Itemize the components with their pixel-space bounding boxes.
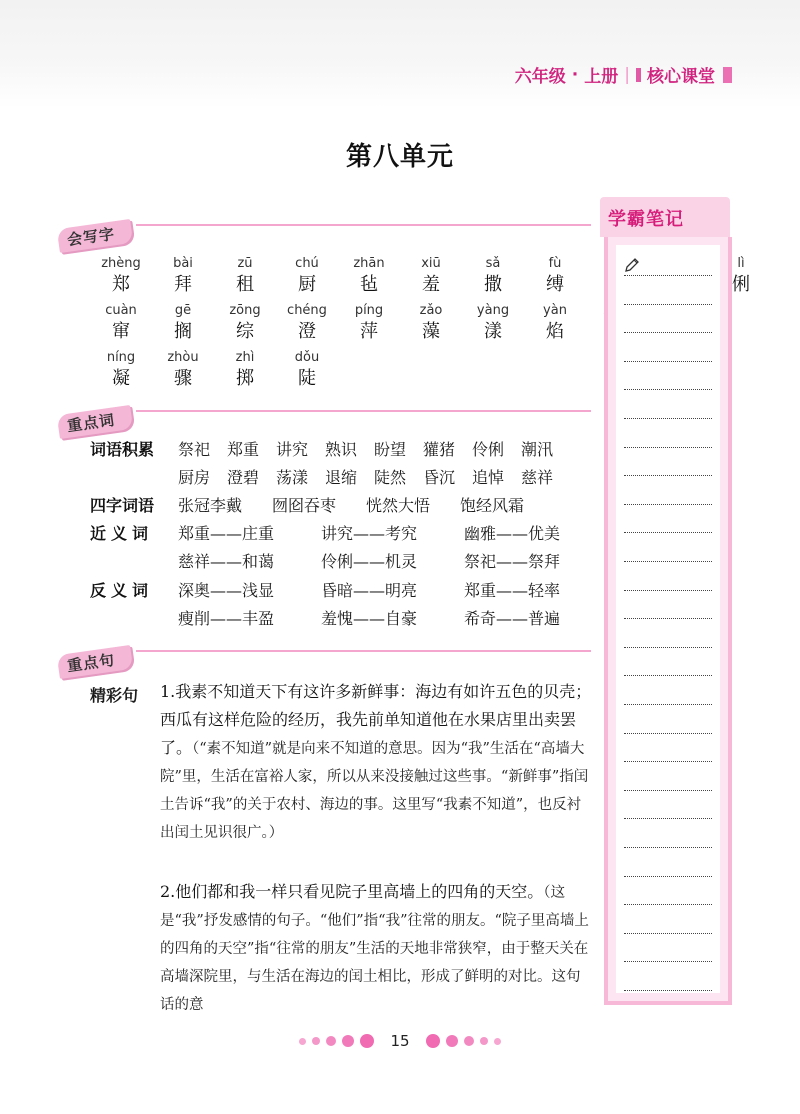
vocab-label-antonym: 反义词	[90, 581, 154, 600]
pinyin: zhòu	[167, 350, 199, 365]
pinyin: zǎo	[419, 303, 443, 318]
vocab-items	[178, 466, 570, 490]
vocab-row-accumulation-1	[90, 438, 570, 462]
vocab-row-accumulation-2	[90, 466, 570, 490]
pinyin: cuàn	[105, 303, 137, 318]
char-cell	[276, 256, 338, 296]
page-top-bar	[0, 0, 800, 108]
series-header	[515, 62, 732, 87]
char-cell	[90, 303, 152, 343]
char-cell	[214, 303, 276, 343]
char-cell	[276, 303, 338, 343]
sentence-label: 精彩句	[90, 686, 139, 705]
vocab-word: 昏暗——明亮	[321, 581, 418, 600]
header-dot: ·	[571, 64, 579, 85]
vocab-word: 张冠李戴	[178, 496, 243, 515]
note-line	[624, 647, 712, 648]
char-cell	[152, 350, 214, 390]
pinyin: dǒu	[294, 350, 320, 365]
pinyin: zōng	[229, 303, 261, 318]
pinyin: yàng	[476, 303, 510, 318]
char-cell	[276, 350, 338, 390]
pinyin: zhān	[353, 256, 385, 271]
footer-dot	[494, 1038, 501, 1045]
note-line	[624, 933, 712, 934]
vocab-word: 慈祥——和蔼	[178, 552, 275, 571]
sentence-note: （“素不知道”就是向来不知道的意思。因为“我”生活在“高墙大院”里，生活在富裕人家，所以从来没接触过这些事。“新鲜事”指闰土告诉“我”的关于农村、海边的事。这里写“我素不知道”，也反衬出闰土见识很广。）	[160, 741, 589, 841]
vocab-word: 澄碧	[227, 468, 260, 487]
char-cell	[524, 256, 586, 296]
note-line	[624, 818, 712, 819]
char-cell	[462, 256, 524, 296]
note-line	[624, 790, 712, 791]
notes-panel	[600, 197, 730, 1005]
char-cell	[152, 256, 214, 296]
vocab-row-antonym-1	[90, 579, 607, 603]
pinyin: píng	[354, 303, 384, 318]
vocab-word: 囫囵吞枣	[272, 496, 337, 515]
note-line	[624, 389, 712, 390]
vocab-word: 深奥——浅显	[178, 581, 275, 600]
pinyin: chú	[295, 256, 319, 271]
hanzi: 综	[236, 321, 254, 342]
vocab-row-synonym-1	[90, 522, 607, 546]
vocab-label-empty	[90, 550, 178, 574]
vocab-word: 退缩	[325, 468, 358, 487]
hanzi: 漾	[484, 321, 502, 342]
unit-title: 第八单元	[345, 142, 454, 172]
note-line	[624, 876, 712, 877]
hanzi: 羞	[422, 274, 440, 295]
volume-label: 上册	[584, 67, 619, 87]
note-line	[624, 590, 712, 591]
vocab-word: 伶俐——机灵	[321, 552, 418, 571]
section-tag-label: 会写字	[66, 224, 117, 250]
page-number: 15	[390, 1032, 410, 1050]
vocab-label-empty	[90, 466, 178, 490]
vocab-word: 幽雅——优美	[464, 524, 561, 543]
char-cell	[90, 350, 152, 390]
vocab-word: 讲究	[276, 440, 309, 459]
note-line	[624, 418, 712, 419]
pinyin: níng	[106, 350, 136, 365]
footer-dot	[360, 1034, 374, 1048]
header-marker-icon	[636, 68, 641, 82]
footer-dot	[426, 1034, 440, 1048]
section-divider	[136, 410, 591, 412]
footer-dot	[326, 1036, 336, 1046]
note-line	[624, 961, 712, 962]
pinyin: lì	[737, 256, 745, 271]
note-line	[624, 990, 712, 991]
char-cell	[524, 303, 586, 343]
note-line	[624, 475, 712, 476]
grade-label: 六年级	[514, 67, 566, 87]
header-separator: |	[624, 64, 630, 85]
hanzi: 萍	[360, 321, 378, 342]
vocab-items	[178, 550, 607, 574]
note-line	[624, 304, 712, 305]
char-cell	[338, 303, 400, 343]
note-line	[624, 504, 712, 505]
sentence-text: 2.他们都和我一样只看见院子里高墙上的四角的天空。	[160, 882, 544, 901]
char-cell	[214, 350, 276, 390]
section-tag-label: 重点词	[66, 410, 117, 436]
note-line	[624, 532, 712, 533]
pinyin: chéng	[287, 303, 327, 318]
vocab-word: 郑重——轻率	[464, 581, 561, 600]
sentence-item-1	[160, 678, 592, 847]
vocab-word: 瘦削——丰盈	[178, 609, 275, 628]
notes-header	[600, 197, 730, 237]
note-line	[624, 361, 712, 362]
char-cell	[400, 256, 462, 296]
vocab-label-accumulation: 词语积累	[90, 440, 155, 459]
vocab-word: 獾猪	[423, 440, 456, 459]
series-label: 核心课堂	[647, 67, 715, 87]
hanzi: 搁	[174, 321, 192, 342]
vocab-word: 潮汛	[521, 440, 554, 459]
vocab-items	[178, 438, 570, 462]
char-cell	[338, 256, 400, 296]
vocab-word: 讲究——考究	[321, 524, 418, 543]
footer-dot	[312, 1037, 320, 1045]
sentence-text: 1.我素不知道天下有这许多新鲜事：海边有如许五色的贝壳；西瓜有这样危险的经历，我先前单知道他在水果店里出卖罢了。	[160, 682, 592, 757]
footer-dot	[299, 1038, 306, 1045]
section-tag-key-sentences	[58, 650, 140, 676]
note-line	[624, 618, 712, 619]
section-tag-write-chars	[58, 224, 140, 250]
hanzi: 厨	[298, 274, 316, 295]
char-cell	[400, 303, 462, 343]
hanzi: 窜	[112, 321, 130, 342]
footer-dot	[446, 1035, 458, 1047]
pinyin: gē	[174, 303, 192, 318]
vocab-word: 郑重	[227, 440, 260, 459]
note-line	[624, 847, 712, 848]
char-cell	[462, 303, 524, 343]
pinyin: zhì	[235, 350, 255, 365]
vocab-word: 羞愧——自豪	[321, 609, 418, 628]
hanzi: 缚	[546, 274, 564, 295]
hanzi: 澄	[298, 321, 316, 342]
hanzi: 毡	[360, 274, 378, 295]
note-line	[624, 733, 712, 734]
page-footer	[0, 1032, 800, 1050]
vocab-word: 伶俐	[472, 440, 505, 459]
vocab-word: 陡然	[374, 468, 407, 487]
section-divider	[136, 650, 591, 652]
vocab-items	[178, 522, 607, 546]
char-cell	[152, 303, 214, 343]
section-tag-label: 重点句	[66, 650, 117, 676]
vocab-word: 希奇——普遍	[464, 609, 561, 628]
note-line	[624, 675, 712, 676]
note-line	[624, 275, 712, 276]
vocab-items	[178, 579, 607, 603]
notes-body	[604, 237, 732, 1005]
pinyin: zū	[237, 256, 253, 271]
vocab-word: 祭祀	[178, 440, 211, 459]
note-line	[624, 561, 712, 562]
hanzi: 凝	[112, 368, 130, 389]
footer-dot	[464, 1036, 474, 1046]
vocab-word: 盼望	[374, 440, 407, 459]
note-line	[624, 904, 712, 905]
vocab-word: 饱经风霜	[460, 496, 525, 515]
hanzi: 拜	[174, 274, 192, 295]
hanzi: 俐	[732, 274, 750, 295]
hanzi: 焰	[546, 321, 564, 342]
vocab-items	[178, 494, 554, 518]
hanzi: 掷	[236, 368, 254, 389]
hanzi: 陡	[298, 368, 316, 389]
vocab-word: 荡漾	[276, 468, 309, 487]
notes-title: 学霸笔记	[608, 209, 684, 230]
vocab-row-four-char	[90, 494, 554, 518]
section-tag-key-words	[58, 410, 140, 436]
vocab-word: 祭祀——祭拜	[464, 552, 561, 571]
vocab-word: 郑重——庄重	[178, 524, 275, 543]
note-line	[624, 761, 712, 762]
footer-dot	[342, 1035, 354, 1047]
footer-dot	[480, 1037, 488, 1045]
vocab-label-empty	[90, 607, 178, 631]
hanzi: 藻	[422, 321, 440, 342]
char-row-3	[90, 350, 338, 390]
hanzi: 郑	[112, 274, 130, 295]
note-line	[624, 332, 712, 333]
notes-writing-area[interactable]	[616, 245, 720, 993]
vocab-row-antonym-2	[90, 607, 607, 631]
pinyin: xiū	[421, 256, 441, 271]
pinyin: yàn	[543, 303, 567, 318]
vocab-label-four-char: 四字词语	[90, 496, 155, 515]
pencil-icon	[624, 257, 640, 273]
char-cell	[214, 256, 276, 296]
hanzi: 撒	[484, 274, 502, 295]
pinyin: fù	[548, 256, 562, 271]
pinyin: bài	[173, 256, 193, 271]
sentence-item-2	[160, 878, 592, 1019]
vocab-word: 追悼	[472, 468, 505, 487]
header-tab-icon	[723, 67, 732, 83]
vocab-word: 熟识	[325, 440, 358, 459]
char-cell	[90, 256, 152, 296]
vocab-word: 昏沉	[423, 468, 456, 487]
pinyin: sǎ	[485, 256, 501, 271]
sentence-note: （这是“我”抒发感情的句子。“他们”指“我”往常的朋友。“院子里高墙上的四角的天空”指“往常的朋友”生活的天地非常狭窄，由于整天关在高墙深院里，与生活在海边的闰土相比，形成了鲜明的对比。这句话的意	[160, 885, 589, 1013]
note-line	[624, 447, 712, 448]
hanzi: 租	[236, 274, 254, 295]
pinyin: zhèng	[101, 256, 141, 271]
note-line	[624, 704, 712, 705]
vocab-items	[178, 607, 607, 631]
vocab-word: 恍然大悟	[366, 496, 431, 515]
vocab-row-synonym-2	[90, 550, 607, 574]
vocab-label-synonym: 近义词	[90, 524, 154, 543]
section-divider	[136, 224, 591, 226]
vocab-word: 厨房	[178, 468, 211, 487]
hanzi: 骤	[174, 368, 192, 389]
vocab-word: 慈祥	[521, 468, 554, 487]
